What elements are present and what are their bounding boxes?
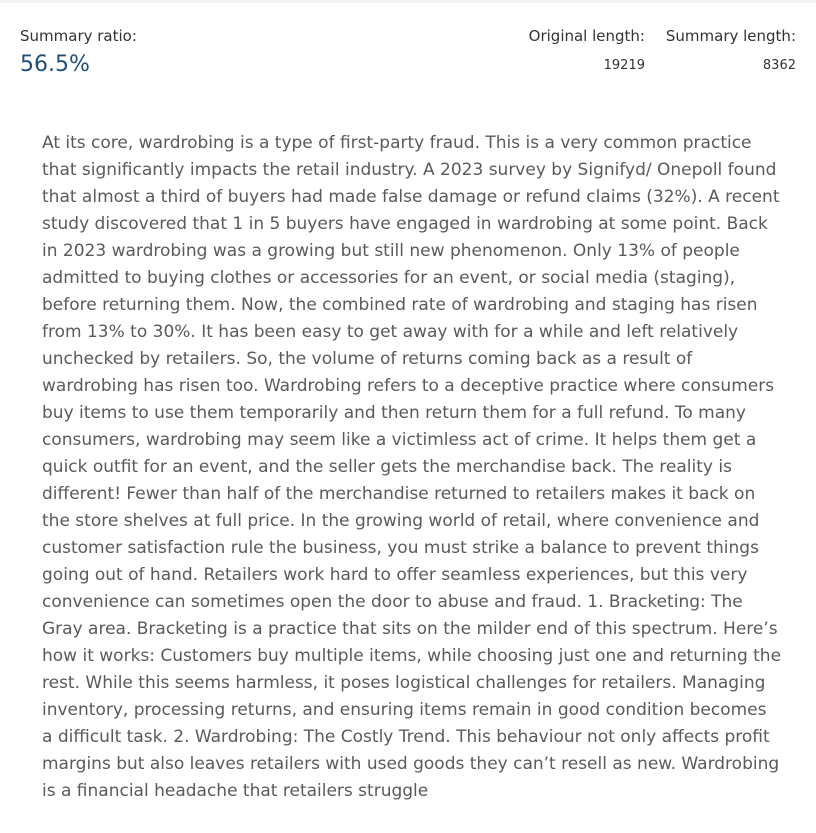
summary-text: At its core, wardrobing is a type of first-party fraud. This is a very common practice that significantly impacts the retail industry. A 2023 survey by Signifyd/ Onepoll found that almost a third of buyers had made false damage or refund claims (32%). A recent study discovered that 1 in 5 buyers have engaged in wardrobing at some point. Back in 2023 wardrobing was a growing but still new phenomenon. Only 13% of people admitted to buying clothes or accessories for an event, or social media (staging), before returning them. Now, the combined rate of wardrobing and staging has risen from 13% to 30%. It has been easy to get away with for a while and left relatively unchecked by retailers. So, the volume of returns coming back as a result of wardrobing has risen too. Wardrobing refers to a deceptive practice where consumers buy items to use them temporarily and then return them for a full refund. To many consumers, wardrobing may seem like a victimless act of crime. It helps them get a quick outfit for an event, and the seller gets the merchandise back. The reality is different! Fewer than half of the merchandise returned to retailers makes it back on the store shelves at full price. In the growing world of retail, where convenience and customer satisfaction rule the business, you must strike a balance to prevent things going out of hand. Retailers work hard to offer seamless experiences, but this very convenience can sometimes open the door to abuse and fraud. 1. Bracketing: The Gray area. Bracketing is a practice that sits on the milder end of this spectrum. Here’s how it works: Customers buy multiple items, while choosing just one and returning the rest. While this seems harmless, it poses logistical challenges for retailers. Managing inventory, processing returns, and ensuring items remain in good condition becomes a difficult task. 2. Wardrobing: The Costly Trend. This behaviour not only affects profit margins but also leaves retailers with used goods they can’t resell as new. Wardrobing is a financial headache that retailers struggle (42, 133, 782, 801)
summary-ratio-value: 56.5% (20, 52, 90, 77)
original-length-value: 19219 (603, 58, 645, 73)
summary-length-value: 8362 (762, 58, 796, 73)
summary-length-label: Summary length: (665, 27, 796, 45)
original-length-label: Original length: (528, 27, 645, 45)
summary-ratio-label: Summary ratio: (20, 27, 137, 45)
summary-stats (0, 0, 816, 100)
